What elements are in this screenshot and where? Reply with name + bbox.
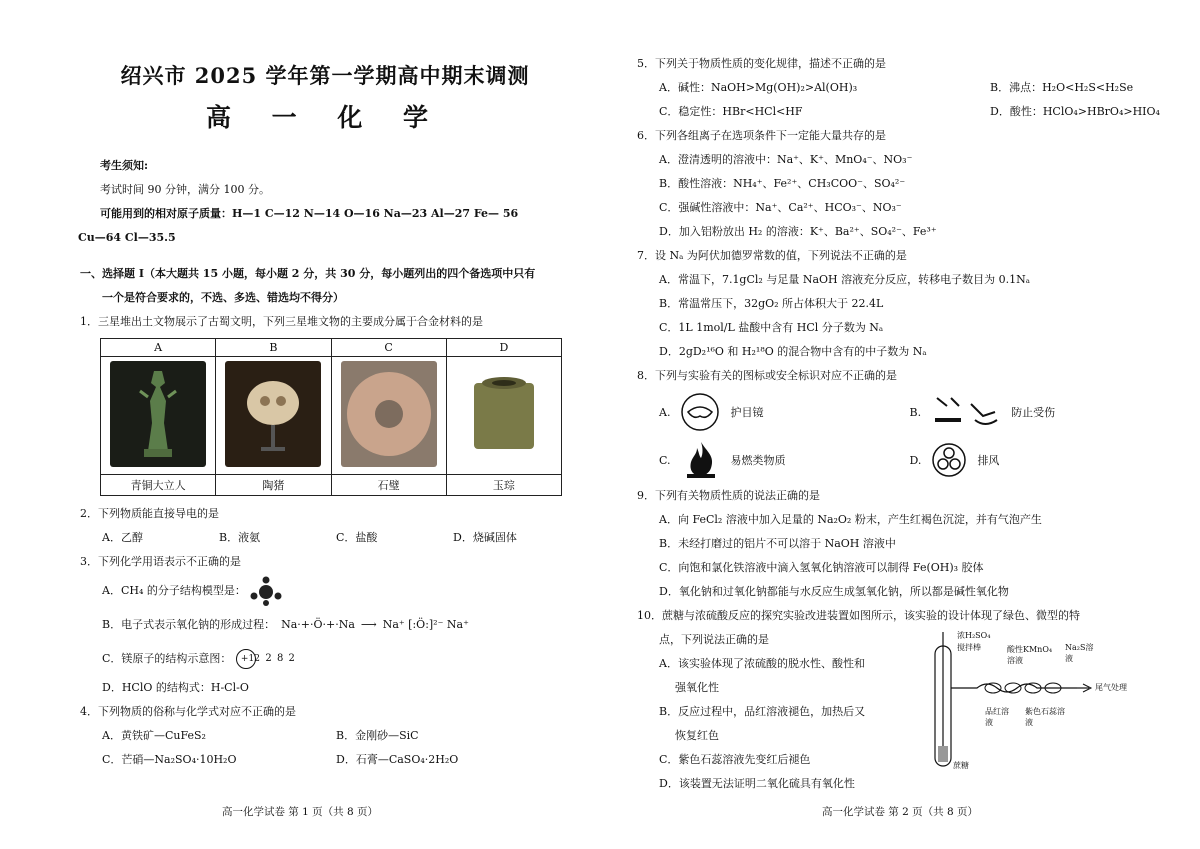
q3-option-c <box>80 642 570 676</box>
arrow-icon: ⟶ <box>360 618 377 631</box>
exam-title: 绍兴市 2025 学年第一学期高中期末调测 <box>120 63 530 88</box>
stone-disc-image <box>341 361 437 467</box>
q5-option-d: D．酸性：HClO₄>HBrO₄>HIO₄ <box>990 105 1160 118</box>
fig-label-stir: 搅拌棒 <box>957 643 981 652</box>
q3-option-b-text: B．电子式表示氧化钠的形成过程： <box>102 618 276 631</box>
q8-option-c-text: 易燃类物质 <box>730 454 786 467</box>
page-footer-2: 高一化学试卷 第 2 页（共 8 页） <box>821 806 979 818</box>
q8-option-d-text: 排风 <box>977 454 1000 467</box>
q3-option-b <box>80 608 570 642</box>
q10-apparatus-figure <box>897 628 1157 788</box>
q1-header-a: A <box>101 339 216 357</box>
fig-label-kmno4: 酸性KMnO₄溶液 <box>1007 645 1053 665</box>
q9-option-c: C．向饱和氯化铁溶液中滴入氢氧化钠溶液可以制得 Fe(OH)₃ 胶体 <box>659 561 984 574</box>
q6-stem: 6．下列各组离子在选项条件下一定能大量共存的是 <box>637 129 886 142</box>
q4-option-c: C．芒硝—Na₂SO₄·10H₂O <box>102 753 237 766</box>
q4-options-row1 <box>80 724 570 748</box>
notice-heading: 考生须知: <box>100 159 149 172</box>
section-heading: 一、选择题 I（本大题共 15 小题，每小题 2 分，共 30 分，每小题列出的四个备选项中只有 <box>80 267 536 280</box>
q7-stem: 7．设 Nₐ 为阿伏加德罗常数的值，下列说法不正确的是 <box>637 249 907 262</box>
exam-subject: 高 一 化 学 <box>205 103 445 132</box>
q3-option-b-products: Na⁺ [:Ö:]²⁻ Na⁺ <box>382 618 469 631</box>
q8-row2 <box>637 436 1160 484</box>
q5-option-b: B．沸点：H₂O<H₂S<H₂Se <box>990 81 1134 94</box>
q10-stem-cont: 点，下列说法正确的是 <box>659 633 769 646</box>
q3-option-c-text: C．镁原子的结构示意图： <box>102 652 232 665</box>
methane-model-icon <box>246 576 286 606</box>
q8-stem: 8．下列与实验有关的图标或安全标识对应不正确的是 <box>637 369 897 382</box>
q3-nucleus-charge: +12 <box>240 654 260 664</box>
q8-option-a <box>659 392 910 432</box>
q2-stem: 2．下列物质能直接导电的是 <box>80 507 219 520</box>
q2-option-c: C．盐酸 <box>336 531 378 544</box>
q1-header-b: B <box>216 339 331 357</box>
jade-cong-image <box>456 361 552 467</box>
q10-option-d: D．该装置无法证明二氧化硫具有氧化性 <box>659 777 855 790</box>
q8-option-b-text: 防止受伤 <box>1011 406 1056 419</box>
q3-option-a-text: A．CH₄ 的分子结构模型是： <box>102 584 246 597</box>
q2-option-d: D．烧碱固体 <box>453 531 517 544</box>
q10-option-a: A．该实验体现了浓硫酸的脱水性、酸性和 <box>659 657 865 670</box>
q1-caption-d: 玉琮 <box>446 475 561 496</box>
q1-image-jade-cong <box>446 357 561 475</box>
q1-caption-c: 石璧 <box>331 475 446 496</box>
atomic-masses: 可能用到的相对原子质量：H—1 C—12 N—14 O—16 Na—23 Al—27 Fe— 56 <box>100 207 519 220</box>
q7-option-c: C．1L 1mol/L 盐酸中含有 HCl 分子数为 Nₐ <box>659 321 884 334</box>
notice-time: 考试时间 90 分钟，满分 100 分。 <box>100 183 270 196</box>
q9-stem: 9．下列有关物质性质的说法正确的是 <box>637 489 820 502</box>
q6-option-b: B．酸性溶液：NH₄⁺、Fe²⁺、CH₃COO⁻、SO₄²⁻ <box>659 177 906 190</box>
q2-option-b: B．液氨 <box>219 531 261 544</box>
q1-artifact-table <box>100 338 562 496</box>
q1-caption-a: 青铜大立人 <box>101 475 216 496</box>
q4-option-a: A．黄铁矿—CuFeS₂ <box>102 729 206 742</box>
q10-option-c: C．紫色石蕊溶液先变红后褪色 <box>659 753 811 766</box>
q10-stem: 10．蔗糖与浓硫酸反应的探究实验改进装置如图所示，该实验的设计体现了绿色、微型的特 <box>637 609 1080 622</box>
fig-label-na2s: Na₂S溶液 <box>1065 643 1094 663</box>
q1-image-pottery-pig <box>216 357 331 475</box>
section-heading-cont: 一个是符合要求的，不选、多选、错选均不得分） <box>102 291 344 304</box>
q3-option-a <box>80 574 570 608</box>
q9-option-b: B．未经打磨过的铝片不可以溶于 NaOH 溶液中 <box>659 537 896 550</box>
flame-icon <box>681 440 721 480</box>
q4-options-row2 <box>80 748 570 772</box>
q5-options-row2 <box>637 100 1160 124</box>
q3-electron-shells: 2 8 2 <box>265 653 296 664</box>
q4-stem: 4．下列物质的俗称与化学式对应不正确的是 <box>80 705 296 718</box>
fan-icon <box>931 442 967 478</box>
q8-row1 <box>637 388 1160 436</box>
q2-options <box>80 526 570 550</box>
q8-option-c <box>659 440 910 480</box>
q3-stem: 3．下列化学用语表示不正确的是 <box>80 555 241 568</box>
fig-label-tail: 尾气处理 <box>1095 683 1127 692</box>
q10-options <box>637 628 897 796</box>
q1-header-c: C <box>331 339 446 357</box>
q1-stem: 1．三星堆出土文物展示了古蜀文明，下列三星堆文物的主要成分属于合金材料的是 <box>80 315 483 328</box>
q1-image-stone-disc <box>331 357 446 475</box>
atomic-masses-cont: Cu—64 Cl—35.5 <box>78 231 176 244</box>
q1-image-bronze-figure <box>101 357 216 475</box>
exam-page-2 <box>600 0 1200 849</box>
q1-header-d: D <box>446 339 561 357</box>
q9-option-d: D．氧化钠和过氧化钠都能与水反应生成氢氧化钠，所以都是碱性氧化物 <box>659 585 1009 598</box>
q8-option-c-label: C. <box>659 453 671 467</box>
q3-option-b-reactants: Na·+·Ö·+·Na <box>281 618 355 631</box>
q4-option-d: D．石膏—CaSO₄·2H₂O <box>336 753 459 766</box>
q8-option-d <box>910 442 1161 478</box>
goggles-icon <box>680 392 720 432</box>
fig-label-pinkred: 品红溶液 <box>985 707 1009 727</box>
q2-option-a: A．乙醇 <box>102 531 143 544</box>
q7-option-a: A．常温下，7.1gCl₂ 与足量 NaOH 溶液充分反应，转移电子数目为 0.1Nₐ <box>659 273 1030 286</box>
corrosive-icon <box>931 394 1001 430</box>
q1-caption-b: 陶猪 <box>216 475 331 496</box>
q6-option-d: D．加入铝粉放出 H₂ 的溶液：K⁺、Ba²⁺、SO₄²⁻、Fe³⁺ <box>659 225 937 238</box>
q8-option-b <box>910 394 1161 430</box>
q4-option-b: B．金刚砂—SiC <box>336 729 419 742</box>
q8-option-b-label: B. <box>909 405 922 419</box>
q5-option-a: A．碱性：NaOH>Mg(OH)₂>Al(OH)₃ <box>659 81 858 94</box>
q5-options-row1 <box>637 76 1160 100</box>
page-footer-1: 高一化学试卷 第 1 页（共 8 页） <box>221 806 379 818</box>
bronze-figure-image <box>110 361 206 467</box>
q9-option-a: A．向 FeCl₂ 溶液中加入足量的 Na₂O₂ 粉末，产生红褐色沉淀，并有气泡产生 <box>659 513 1042 526</box>
q10-option-b: B．反应过程中，品红溶液褪色，加热后又 <box>659 705 866 718</box>
fig-label-h2so4: 浓H₂SO₄ <box>957 631 991 640</box>
fig-label-sugar: 蔗糖 <box>953 761 969 770</box>
q7-option-b: B．常温常压下，32gO₂ 所占体积大于 22.4L <box>659 297 884 310</box>
q8-option-a-label: A. <box>659 405 671 419</box>
q7-option-d: D．2gD₂¹⁶O 和 H₂¹⁸O 的混合物中含有的中子数为 Nₐ <box>659 345 927 358</box>
q8-option-a-text: 护目镜 <box>730 406 764 419</box>
q5-stem: 5．下列关于物质性质的变化规律，描述不正确的是 <box>637 57 886 70</box>
q10-option-b-cont: 恢复红色 <box>675 729 719 742</box>
q6-option-a: A．澄清透明的溶液中：Na⁺、K⁺、MnO₄⁻、NO₃⁻ <box>659 153 913 166</box>
q3-option-d: D．HClO 的结构式：H-Cl-O <box>102 681 249 694</box>
fig-label-litmus: 紫色石蕊溶液 <box>1025 707 1065 727</box>
q10-body <box>637 628 1160 796</box>
q10-option-a-cont: 强氧化性 <box>675 681 719 694</box>
q8-option-d-label: D. <box>909 453 922 467</box>
q5-option-c: C．稳定性：HBr<HCl<HF <box>659 105 803 118</box>
pottery-pig-image <box>225 361 321 467</box>
q6-option-c: C．强碱性溶液中：Na⁺、Ca²⁺、HCO₃⁻、NO₃⁻ <box>659 201 902 214</box>
